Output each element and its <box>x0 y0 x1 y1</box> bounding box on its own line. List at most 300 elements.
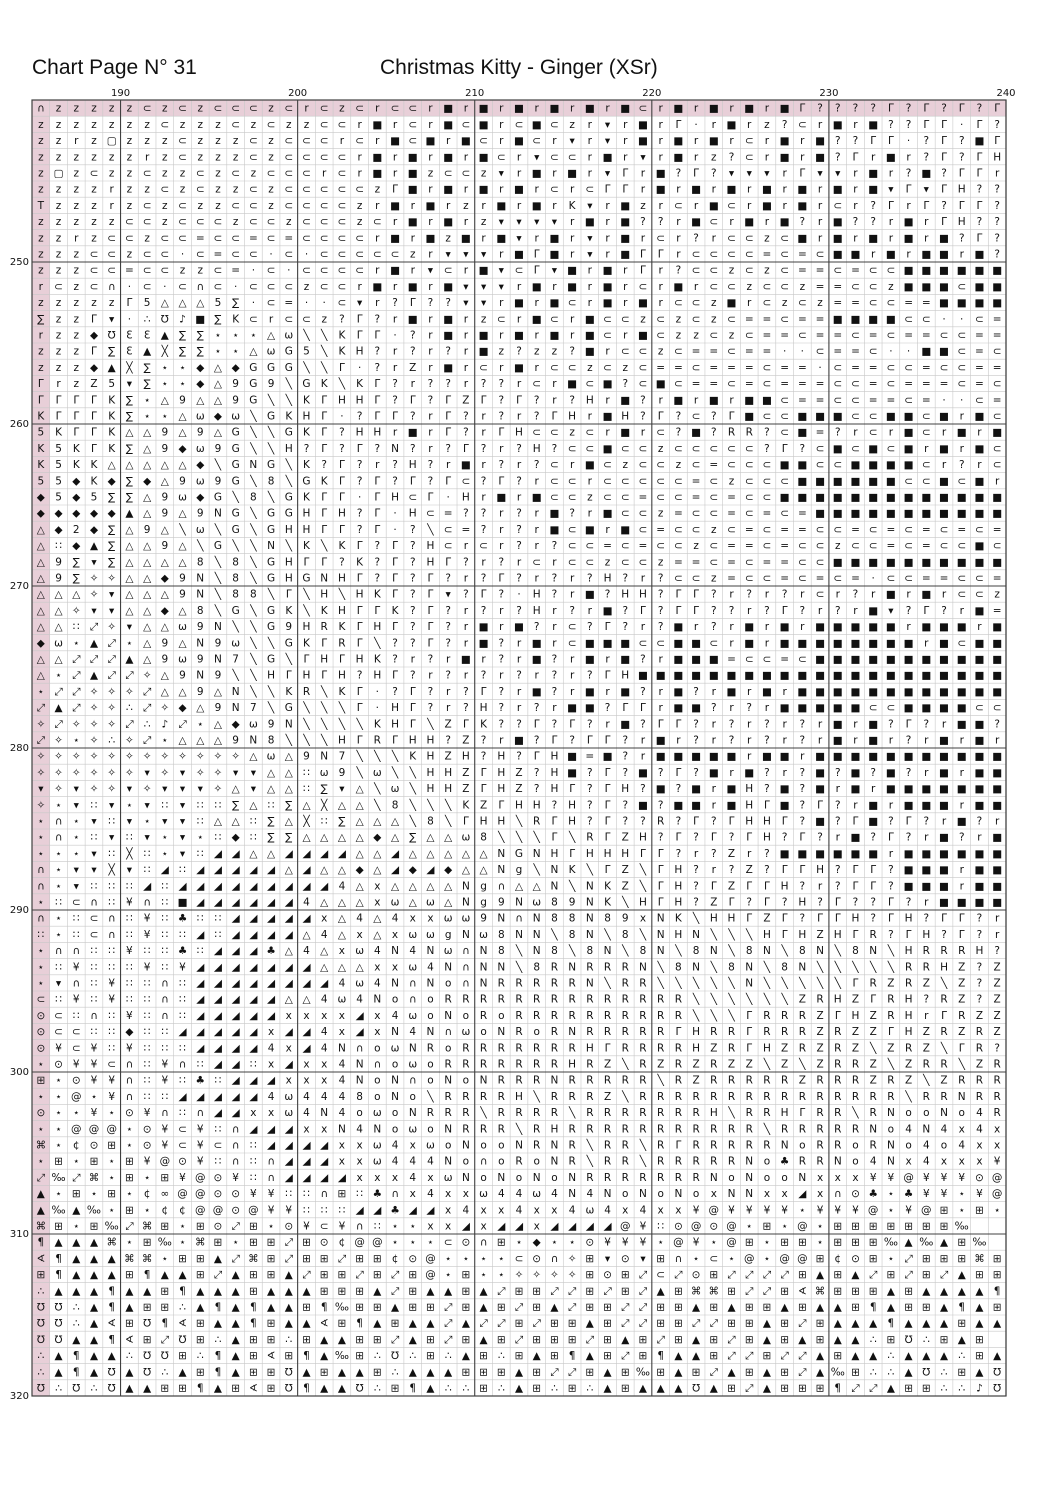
stitch-symbol: · <box>818 361 822 374</box>
stitch-symbol: ⊂ <box>319 151 329 164</box>
stitch-symbol: ¶ <box>72 1350 80 1363</box>
stitch-symbol: ╲ <box>675 945 682 958</box>
stitch-symbol: ? <box>870 199 876 212</box>
stitch-symbol: Γ <box>392 588 398 601</box>
stitch-symbol: N <box>391 1026 399 1039</box>
stitch-symbol: · <box>889 345 893 358</box>
stitch-symbol: N <box>515 928 523 941</box>
stitch-symbol: ■ <box>939 799 949 812</box>
stitch-symbol: 4 <box>976 1107 983 1120</box>
stitch-symbol: H <box>302 523 311 536</box>
stitch-symbol: = <box>691 491 701 504</box>
stitch-symbol: ¥ <box>143 1107 151 1120</box>
stitch-symbol: ⋆ <box>55 847 62 860</box>
stitch-symbol: ⊙ <box>213 1188 223 1201</box>
stitch-symbol: R <box>550 993 559 1006</box>
stitch-symbol: △ <box>178 507 187 520</box>
stitch-symbol: ╲ <box>338 702 346 715</box>
stitch-symbol: r <box>569 216 575 229</box>
stitch-symbol: R <box>497 1058 505 1071</box>
stitch-symbol: o <box>958 1107 965 1120</box>
stitch-symbol: ⊂ <box>691 572 701 585</box>
stitch-symbol: R <box>497 1123 505 1136</box>
stitch-symbol: ⋆ <box>126 1188 133 1201</box>
stitch-symbol: ▲ <box>89 1333 99 1346</box>
stitch-symbol: ▲ <box>692 1333 701 1346</box>
stitch-symbol: ⊞ <box>231 1382 241 1395</box>
stitch-symbol: @ <box>194 1188 206 1201</box>
stitch-symbol: Γ <box>462 442 469 455</box>
stitch-symbol: ╲ <box>639 928 647 941</box>
stitch-symbol: z <box>55 361 62 374</box>
stitch-symbol: ▾ <box>73 864 79 877</box>
stitch-symbol: ‰ <box>51 1171 66 1184</box>
stitch-symbol: Γ <box>905 718 912 731</box>
stitch-symbol: ? <box>445 604 451 617</box>
stitch-symbol: ¥ <box>72 1058 80 1071</box>
stitch-symbol: ◢ <box>337 1171 346 1184</box>
stitch-symbol: ▾ <box>144 799 150 812</box>
stitch-symbol: ■ <box>939 280 949 293</box>
stitch-symbol: = <box>673 556 683 569</box>
stitch-symbol: r <box>711 864 716 877</box>
stitch-symbol: ⊂ <box>851 378 860 391</box>
stitch-symbol: ⋆ <box>37 1058 45 1071</box>
stitch-symbol: ⊙ <box>36 1107 46 1120</box>
stitch-symbol: ╲ <box>250 475 257 488</box>
stitch-symbol: ⋆ <box>37 1155 45 1168</box>
stitch-symbol: △ <box>143 572 152 585</box>
stitch-symbol: ⊂ <box>744 232 754 245</box>
stitch-symbol: ? <box>427 702 434 715</box>
stitch-symbol: ⋆ <box>799 1204 806 1217</box>
stitch-symbol: ⊂ <box>744 248 754 261</box>
stitch-symbol: ▲ <box>284 1301 293 1314</box>
stitch-symbol: ? <box>852 216 859 229</box>
stitch-symbol: ⋆ <box>143 1171 151 1184</box>
stitch-symbol: ? <box>834 151 841 164</box>
stitch-symbol: ⊂ <box>921 426 931 439</box>
stitch-symbol: r <box>941 426 947 439</box>
stitch-symbol: H <box>762 815 771 828</box>
stitch-symbol: ✧ <box>36 718 46 731</box>
stitch-symbol: △ <box>355 847 364 860</box>
stitch-symbol: z <box>38 183 44 196</box>
stitch-symbol: = <box>921 540 931 553</box>
stitch-symbol: K <box>320 475 328 488</box>
stitch-symbol: ? <box>445 572 451 585</box>
stitch-symbol: N <box>639 961 647 974</box>
stitch-symbol: ▾ <box>197 783 203 796</box>
stitch-symbol: ? <box>587 799 593 812</box>
stitch-symbol: r <box>569 588 575 601</box>
stitch-symbol: ■ <box>691 637 702 650</box>
stitch-symbol: r <box>410 378 415 391</box>
stitch-symbol: x <box>427 912 434 925</box>
stitch-symbol: K <box>462 799 470 812</box>
stitch-symbol: ∩ <box>125 1074 134 1087</box>
stitch-symbol: △ <box>514 880 524 893</box>
stitch-symbol: ¥ <box>692 1204 700 1217</box>
stitch-symbol: = <box>780 572 790 585</box>
stitch-symbol: ⊞ <box>532 1366 542 1379</box>
stitch-symbol: Z <box>444 718 452 731</box>
stitch-symbol: ⊞ <box>833 1269 843 1282</box>
stitch-symbol: R <box>586 1026 594 1039</box>
stitch-symbol: x <box>675 1204 682 1217</box>
stitch-symbol: ⊂ <box>975 394 984 407</box>
stitch-symbol: ■ <box>939 896 949 909</box>
stitch-symbol: 5 <box>303 345 310 358</box>
stitch-symbol: ⤢ <box>36 734 46 747</box>
stitch-symbol: ▾ <box>516 216 522 229</box>
stitch-symbol: ? <box>533 783 540 796</box>
stitch-symbol: ⊂ <box>656 491 666 504</box>
stitch-symbol: Γ <box>338 491 345 504</box>
stitch-symbol: ⊂ <box>992 345 1002 358</box>
stitch-symbol: r <box>764 637 770 650</box>
stitch-symbol: R <box>869 1090 877 1103</box>
stitch-symbol: △ <box>373 928 382 941</box>
stitch-symbol: ω <box>390 783 400 796</box>
stitch-symbol: z <box>268 102 274 115</box>
stitch-symbol: Γ <box>781 604 788 617</box>
stitch-symbol: ╲ <box>728 945 735 958</box>
stitch-symbol: z <box>144 118 150 131</box>
stitch-symbol: 8 <box>356 1090 363 1103</box>
stitch-symbol: r <box>658 394 663 407</box>
stitch-symbol: r <box>463 151 469 164</box>
stitch-symbol: 5 <box>37 426 45 439</box>
stitch-symbol: ⊂ <box>638 361 648 374</box>
stitch-symbol: ▾ <box>445 588 451 601</box>
stitch-symbol: ╲ <box>551 928 558 941</box>
stitch-symbol: ⊂ <box>957 280 967 293</box>
stitch-symbol: ■ <box>974 766 985 779</box>
stitch-symbol: N <box>869 945 878 958</box>
stitch-symbol: R <box>940 1090 948 1103</box>
stitch-symbol: ⊂ <box>461 167 471 180</box>
stitch-symbol: r <box>534 669 539 682</box>
stitch-symbol: = <box>815 426 825 439</box>
stitch-symbol: G <box>284 491 293 504</box>
stitch-symbol: Γ <box>392 734 398 747</box>
stitch-symbol: ╲ <box>586 1155 594 1168</box>
stitch-symbol: Γ <box>958 1042 965 1055</box>
stitch-symbol: ⊂ <box>426 507 435 520</box>
stitch-symbol: r <box>499 621 504 634</box>
stitch-symbol: ⊞ <box>620 1382 630 1395</box>
stitch-symbol: r <box>445 199 451 212</box>
stitch-symbol: ∷ <box>373 1220 381 1233</box>
stitch-symbol: ■ <box>673 653 684 666</box>
stitch-symbol: r <box>853 718 858 731</box>
stitch-symbol: z <box>73 102 80 115</box>
stitch-symbol: ⊂ <box>886 702 896 715</box>
stitch-symbol: R <box>621 1107 629 1120</box>
stitch-symbol: R <box>462 993 470 1006</box>
stitch-symbol: z <box>91 135 97 148</box>
stitch-symbol: ? <box>657 799 664 812</box>
stitch-symbol: R <box>816 1123 824 1136</box>
stitch-symbol: r <box>623 135 628 148</box>
stitch-symbol: Z <box>745 864 753 877</box>
stitch-symbol: Z <box>781 1058 789 1071</box>
stitch-symbol: r <box>782 167 787 180</box>
stitch-symbol: ℧ <box>160 1350 169 1363</box>
stitch-symbol: ⊙ <box>142 1139 152 1152</box>
stitch-symbol: K <box>90 459 98 472</box>
stitch-symbol: ⊂ <box>992 540 1002 553</box>
stitch-symbol: N <box>461 896 470 909</box>
stitch-symbol: o <box>905 1139 912 1152</box>
stitch-symbol: ⊞ <box>514 1285 524 1298</box>
stitch-symbol: ■ <box>496 199 507 212</box>
stitch-symbol: o <box>391 1107 399 1120</box>
stitch-symbol: K <box>338 540 346 553</box>
stitch-symbol: o <box>692 1188 700 1201</box>
stitch-symbol: ⤢ <box>762 1285 772 1298</box>
stitch-symbol: ╲ <box>498 831 505 844</box>
stitch-symbol: ⤢ <box>337 1252 347 1265</box>
stitch-symbol: ⊂ <box>266 216 276 229</box>
stitch-symbol: ⊞ <box>195 1220 205 1233</box>
stitch-symbol: 4 <box>373 945 381 958</box>
stitch-symbol: ? <box>852 588 859 601</box>
stitch-symbol: ⊂ <box>744 475 754 488</box>
stitch-symbol: ✧ <box>124 685 134 698</box>
stitch-symbol: x <box>267 1026 275 1039</box>
stitch-symbol: ■ <box>939 783 949 796</box>
stitch-symbol: ⊞ <box>372 1366 382 1379</box>
stitch-symbol: r <box>569 183 575 196</box>
stitch-symbol: Γ <box>640 847 646 860</box>
stitch-symbol: R <box>904 977 913 990</box>
stitch-symbol: ▲ <box>302 1285 311 1298</box>
stitch-symbol: ¥ <box>639 1220 647 1233</box>
stitch-symbol: ╲ <box>338 378 346 391</box>
stitch-symbol: 9 <box>232 734 239 747</box>
stitch-symbol: @ <box>425 1269 436 1282</box>
stitch-symbol: ■ <box>691 750 702 763</box>
stitch-symbol: ∷ <box>250 1171 257 1184</box>
stitch-symbol: ∷ <box>143 1026 151 1039</box>
stitch-symbol: ∷ <box>143 864 151 877</box>
stitch-symbol: r <box>481 426 486 439</box>
stitch-symbol: ■ <box>939 880 949 893</box>
stitch-symbol: R <box>798 1042 806 1055</box>
stitch-symbol: G <box>284 345 293 358</box>
stitch-symbol: R <box>621 977 629 990</box>
stitch-symbol: ■ <box>815 135 826 148</box>
stitch-symbol: ∷ <box>179 1074 186 1087</box>
stitch-symbol: N <box>444 961 453 974</box>
stitch-symbol: Z <box>409 361 417 374</box>
stitch-symbol: ◢ <box>231 1026 240 1039</box>
stitch-symbol: △ <box>107 459 116 472</box>
stitch-symbol: ∷ <box>179 1009 186 1022</box>
stitch-symbol: ⋆ <box>143 815 151 828</box>
stitch-symbol: ■ <box>956 556 967 569</box>
stitch-symbol: ⊞ <box>904 1301 914 1314</box>
stitch-symbol: R <box>993 1090 1001 1103</box>
stitch-symbol: ⊞ <box>904 1220 914 1233</box>
stitch-symbol: 4 <box>568 1204 576 1217</box>
stitch-symbol: R <box>533 977 541 990</box>
stitch-symbol: ▾ <box>91 847 97 860</box>
stitch-symbol: T <box>37 199 45 212</box>
stitch-symbol: ⊞ <box>89 1155 99 1168</box>
stitch-symbol: ▲ <box>939 1301 949 1314</box>
stitch-symbol: ■ <box>921 248 932 261</box>
stitch-symbol: ◢ <box>267 993 276 1006</box>
stitch-symbol: H <box>479 815 488 828</box>
stitch-symbol: N <box>532 945 541 958</box>
stitch-symbol: ▲ <box>160 329 169 342</box>
stitch-symbol: ⋆ <box>55 1107 62 1120</box>
stitch-symbol: ╳ <box>321 799 328 812</box>
stitch-symbol: 8 <box>551 912 558 925</box>
stitch-symbol: ▲ <box>886 1285 895 1298</box>
stitch-symbol: ╲ <box>303 734 310 747</box>
stitch-symbol: ◢ <box>213 880 222 893</box>
stitch-symbol: Z <box>993 1009 1001 1022</box>
stitch-symbol: ⋆ <box>90 1188 98 1201</box>
stitch-symbol: ■ <box>761 199 772 212</box>
stitch-symbol: ♣ <box>372 1188 383 1201</box>
stitch-symbol: = <box>762 313 772 326</box>
stitch-symbol: 9 <box>179 572 186 585</box>
stitch-symbol: ⊂ <box>620 556 630 569</box>
stitch-symbol: ? <box>445 637 451 650</box>
column-number-label: 230 <box>819 88 839 99</box>
stitch-symbol: · <box>800 345 805 358</box>
stitch-symbol: ■ <box>939 475 949 488</box>
stitch-symbol: ╲ <box>321 734 328 747</box>
stitch-symbol: ■ <box>939 831 949 844</box>
stitch-symbol: Γ <box>764 880 770 893</box>
stitch-symbol: ■ <box>744 766 755 779</box>
stitch-symbol: Z <box>462 394 470 407</box>
stitch-symbol: ∩ <box>462 945 470 958</box>
stitch-symbol: ╲ <box>515 831 523 844</box>
stitch-symbol: ■ <box>921 702 932 715</box>
stitch-symbol: H <box>497 766 506 779</box>
stitch-symbol: Γ <box>374 491 381 504</box>
stitch-symbol: ? <box>657 831 664 844</box>
stitch-symbol: ▲ <box>89 1317 99 1330</box>
stitch-symbol: z <box>55 216 62 229</box>
stitch-symbol: 8 <box>196 604 204 617</box>
stitch-symbol: Γ <box>445 475 452 488</box>
stitch-symbol: r <box>994 928 1000 941</box>
stitch-symbol: ⊂ <box>957 475 967 488</box>
stitch-symbol: ⊂ <box>815 540 825 553</box>
stitch-symbol: N <box>585 880 594 893</box>
stitch-symbol: H <box>904 1009 913 1022</box>
stitch-symbol: Z <box>816 1026 824 1039</box>
stitch-symbol: ⋆ <box>710 1236 718 1249</box>
stitch-symbol: 4 <box>976 1123 983 1136</box>
stitch-symbol: ∷ <box>55 896 62 909</box>
stitch-symbol: K <box>338 685 346 698</box>
stitch-symbol: ⊂ <box>921 459 931 472</box>
stitch-symbol: ■ <box>921 345 932 358</box>
stitch-symbol: R <box>621 1171 629 1184</box>
stitch-symbol: ∩ <box>107 280 116 293</box>
stitch-symbol: ■ <box>868 815 879 828</box>
stitch-symbol: ■ <box>992 426 1003 439</box>
stitch-symbol: = <box>780 378 790 391</box>
stitch-symbol: ■ <box>903 799 914 812</box>
stitch-symbol: ◆ <box>89 361 99 374</box>
stitch-symbol: △ <box>160 685 169 698</box>
stitch-symbol: ▲ <box>267 1301 276 1314</box>
stitch-symbol: 5 <box>55 442 62 455</box>
stitch-symbol: ⌘ <box>35 1220 47 1233</box>
stitch-symbol: ⤢ <box>550 1366 559 1379</box>
stitch-symbol: ■ <box>673 637 684 650</box>
stitch-symbol: ╲ <box>675 977 682 990</box>
stitch-symbol: z <box>38 151 44 164</box>
stitch-symbol: · <box>127 313 132 326</box>
stitch-symbol: ╲ <box>250 685 257 698</box>
stitch-symbol: ╲ <box>285 475 292 488</box>
stitch-symbol: ▲ <box>72 1269 81 1282</box>
stitch-symbol: ■ <box>921 685 932 698</box>
stitch-symbol: ◢ <box>267 928 276 941</box>
stitch-symbol: ■ <box>602 297 613 310</box>
stitch-symbol: ? <box>746 896 753 909</box>
stitch-symbol: ⊂ <box>638 523 648 536</box>
stitch-symbol: G <box>266 523 276 536</box>
stitch-symbol: ▲ <box>426 1382 435 1395</box>
stitch-symbol: ? <box>640 783 646 796</box>
stitch-symbol: = <box>975 345 984 358</box>
stitch-symbol: z <box>286 118 292 131</box>
stitch-symbol: Γ <box>73 394 80 407</box>
stitch-symbol: ⊂ <box>744 442 754 455</box>
stitch-symbol: ╲ <box>710 928 717 941</box>
stitch-symbol: ⊂ <box>284 199 294 212</box>
stitch-symbol: r <box>587 118 593 131</box>
stitch-symbol: ■ <box>567 264 578 277</box>
stitch-symbol: ∷ <box>338 1204 346 1217</box>
stitch-symbol: ¶ <box>214 1350 222 1363</box>
stitch-symbol: Z <box>869 1009 877 1022</box>
stitch-symbol: ∷ <box>161 896 169 909</box>
stitch-symbol: ∢ <box>797 1285 807 1298</box>
stitch-symbol: ◢ <box>267 977 276 990</box>
stitch-symbol: Z <box>710 1042 718 1055</box>
stitch-symbol: ╲ <box>657 961 664 974</box>
stitch-symbol: x <box>303 1074 310 1087</box>
stitch-symbol: ∑ <box>320 783 328 796</box>
stitch-symbol: ⊞ <box>532 1285 542 1298</box>
stitch-symbol: z <box>463 199 469 212</box>
stitch-symbol: R <box>533 1042 541 1055</box>
stitch-symbol: K <box>303 394 310 407</box>
stitch-symbol: △ <box>143 588 152 601</box>
stitch-symbol: ‰ <box>635 1366 651 1379</box>
stitch-symbol: = <box>797 313 807 326</box>
stitch-symbol: R <box>851 1058 860 1071</box>
stitch-symbol: 4 <box>639 1204 647 1217</box>
stitch-symbol: ■ <box>177 896 188 909</box>
stitch-symbol: ? <box>657 572 664 585</box>
stitch-symbol: r <box>605 685 610 698</box>
stitch-symbol: r <box>516 637 522 650</box>
